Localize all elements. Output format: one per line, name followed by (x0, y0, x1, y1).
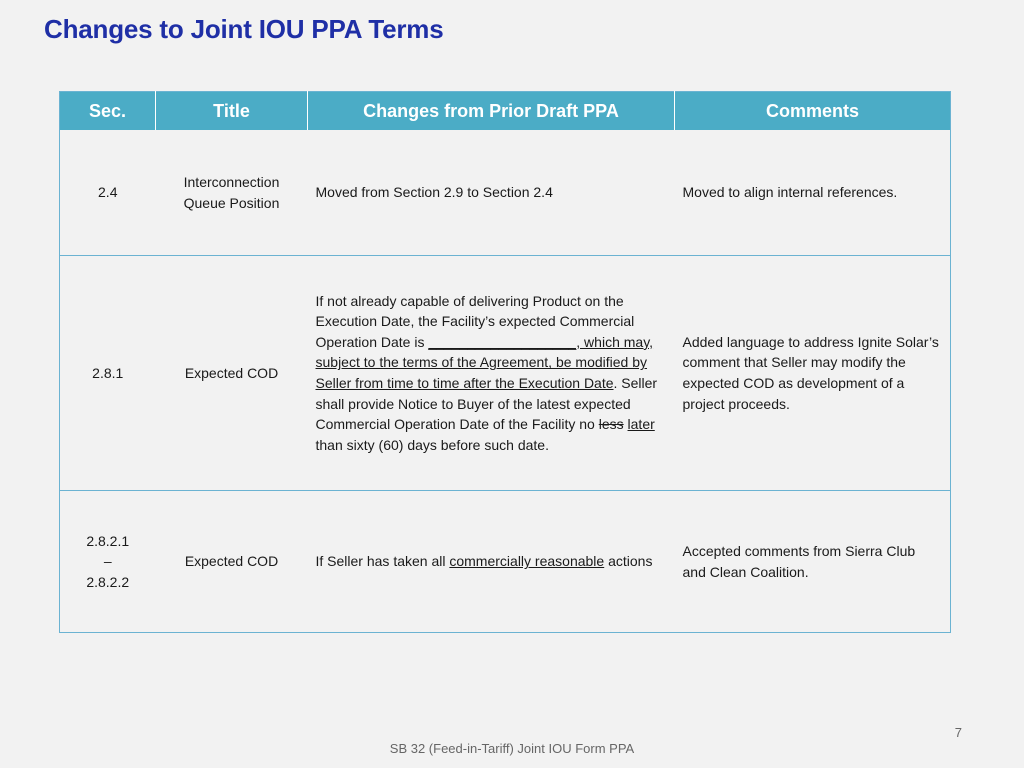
row-sec (60, 491, 156, 633)
table-row (60, 130, 951, 256)
row-changes (308, 491, 675, 633)
header-changes: Changes from Prior Draft PPA (308, 92, 675, 131)
sec-line: – (103, 553, 112, 570)
table-header-row (60, 92, 951, 131)
row-changes (308, 256, 675, 491)
row-comment: Moved to align internal references. (675, 130, 951, 256)
row-changes: Moved from Section 2.9 to Section 2.4 (308, 130, 675, 256)
page-number: 7 (954, 725, 962, 740)
sec-line: 2.8.2.1 (86, 532, 130, 549)
row-comment: Accepted comments from Sierra Club and Clean Coalition. (675, 491, 951, 633)
table-row (60, 491, 951, 633)
header-title: Title (156, 92, 308, 131)
inserted-text: later (627, 416, 655, 433)
changes-text: actions (608, 553, 653, 570)
row-title: Expected COD (156, 491, 308, 633)
deleted-text: less (598, 416, 624, 433)
changes-table (59, 91, 951, 633)
header-sec: Sec. (60, 92, 156, 131)
inserted-text: ___________________, which may, subject to the terms of the Agreement, be modified by Seller from time to time after the Execution Date (315, 333, 654, 391)
table-row (60, 256, 951, 491)
changes-text: If not already capable of delivering Product on the Execution Date, the Facility’s expected Commercial Operation Date is (315, 292, 635, 350)
row-title: Expected COD (156, 256, 308, 491)
row-title: Interconnection Queue Position (156, 130, 308, 256)
row-comment: Added language to address Ignite Solar’s comment that Seller may modify the expected COD as development of a project proceeds. (675, 256, 951, 491)
changes-text: . Seller shall provide Notice to Buyer of the latest expected Commercial Operation Date of the Facility no (315, 375, 658, 433)
inserted-text: commercially reasonable (449, 553, 605, 570)
header-comments: Comments (675, 92, 951, 131)
sec-line: 2.8.2.2 (86, 573, 130, 590)
changes-text: than sixty (60) days before such date. (315, 436, 549, 453)
row-sec: 2.8.1 (60, 256, 156, 491)
row-sec: 2.4 (60, 130, 156, 256)
footer-text: SB 32 (Feed-in-Tariff) Joint IOU Form PPA (389, 741, 635, 756)
changes-text: If Seller has taken all (315, 553, 446, 570)
page-title: Changes to Joint IOU PPA Terms (44, 14, 444, 44)
